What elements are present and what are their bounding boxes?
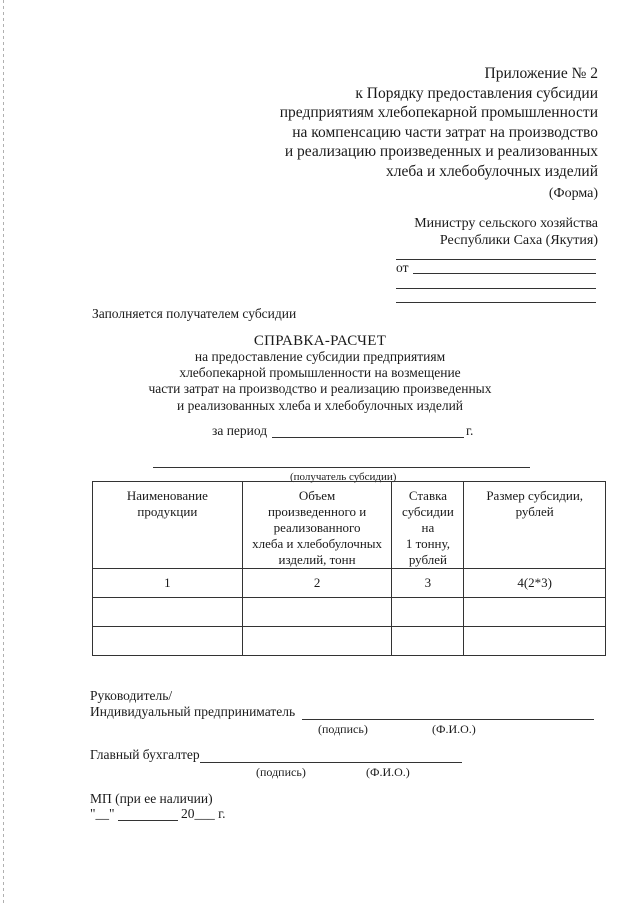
form-label: (Форма)	[548, 186, 598, 201]
addressee-blank-line[interactable]	[396, 288, 596, 289]
table-row	[93, 598, 606, 627]
table-cell[interactable]	[242, 627, 392, 656]
table-cell[interactable]	[93, 627, 243, 656]
table-header-row	[93, 482, 606, 569]
accountant-signature-line[interactable]	[200, 762, 462, 763]
seal-label: МП (при ее наличии)	[90, 791, 213, 806]
page-edge-dots	[3, 0, 4, 905]
subtitle-line: части затрат на производство и реализацию произведенных	[148, 381, 492, 397]
name-caption: (Ф.И.О.)	[432, 722, 476, 736]
header-subsidy-amount: Размер субсидии, рублей	[464, 482, 606, 569]
table-cell[interactable]	[392, 627, 464, 656]
accountant-label: Главный бухгалтер	[90, 747, 200, 762]
table-row	[93, 627, 606, 656]
recipient-caption: (получатель субсидии)	[290, 471, 397, 483]
filled-by-note: Заполняется получателем субсидии	[92, 306, 297, 321]
addressee-blank-line[interactable]	[396, 259, 596, 260]
appendix-header	[280, 64, 598, 181]
recipient-blank-line[interactable]	[153, 467, 530, 468]
signature-caption: (подпись)	[256, 765, 306, 779]
from-blank-line[interactable]	[413, 273, 596, 274]
table-cell[interactable]	[464, 598, 606, 627]
addressee-line: Министру сельского хозяйства	[414, 216, 598, 231]
appendix-line: на компенсацию части затрат на производство	[292, 123, 598, 141]
appendix-line: к Порядку предоставления субсидии	[355, 84, 598, 102]
column-number: 4(2*3)	[464, 569, 606, 598]
appendix-line: предприятиям хлебопекарной промышленности	[279, 104, 598, 121]
appendix-line: и реализацию произведенных и реализованных	[284, 143, 598, 160]
head-signature-line[interactable]	[302, 719, 594, 720]
subsidy-table	[92, 481, 606, 656]
from-label: от	[396, 260, 409, 275]
table-cell[interactable]	[93, 598, 243, 627]
column-number: 1	[93, 569, 243, 598]
document-subtitle	[0, 349, 640, 414]
column-number: 3	[392, 569, 464, 598]
subtitle-line: на предоставление субсидии предприятиям	[194, 349, 446, 364]
period-blank-line[interactable]	[272, 437, 464, 438]
date-year: 20___ г.	[181, 806, 226, 821]
header-volume: Объем произведенного и реализованного хлеба и хлебобулочных изделий, тонн	[242, 482, 392, 569]
table-cell[interactable]	[392, 598, 464, 627]
document-title: СПРАВКА-РАСЧЕТ	[253, 333, 387, 349]
table-cell[interactable]	[242, 598, 392, 627]
appendix-line: Приложение № 2	[484, 65, 598, 82]
entrepreneur-label: Индивидуальный предприниматель	[90, 704, 296, 719]
name-caption: (Ф.И.О.)	[366, 765, 410, 779]
period-suffix: г.	[466, 423, 474, 438]
addressee-block	[414, 215, 598, 249]
subtitle-line: и реализованных хлеба и хлебобулочных изделий	[176, 397, 464, 413]
addressee-line: Республики Саха (Якутия)	[439, 233, 598, 248]
table-cell[interactable]	[464, 627, 606, 656]
head-label: Руководитель/	[90, 688, 173, 703]
appendix-line: хлеба и хлебобулочных изделий	[386, 162, 598, 180]
column-number: 2	[242, 569, 392, 598]
header-rate: Ставка субсидии на 1 тонну, рублей	[392, 482, 464, 569]
date-month-line[interactable]	[118, 820, 178, 821]
table-number-row	[93, 569, 606, 598]
period-label: за период	[212, 423, 268, 438]
signature-caption: (подпись)	[318, 722, 368, 736]
date-quotes: "__"	[90, 806, 115, 821]
header-product-name: Наименование продукции	[93, 482, 243, 569]
subtitle-line: хлебопекарной промышленности на возмещение	[179, 365, 461, 381]
addressee-blank-line[interactable]	[396, 302, 596, 303]
